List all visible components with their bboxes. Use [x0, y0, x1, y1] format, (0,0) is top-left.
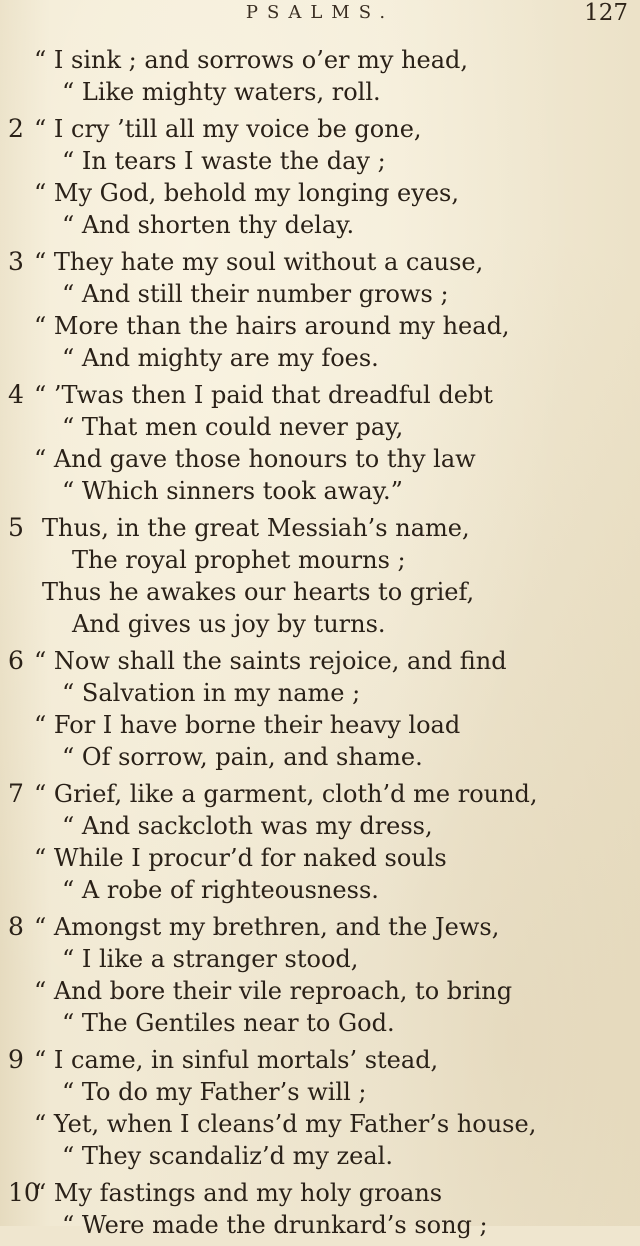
stanza	[0, 44, 640, 108]
verse-line: “ Which sinners took away.”	[62, 477, 403, 505]
stanza	[0, 1044, 640, 1172]
stanza	[0, 512, 640, 640]
verse-line: “ While I procur’d for naked souls	[34, 844, 447, 872]
stanza	[0, 113, 640, 241]
verse-line: “ I cry ’till all my voice be gone,	[34, 115, 422, 143]
verse-line: “ More than the hairs around my head,	[34, 312, 510, 340]
verse-line: “ Now shall the saints rejoice, and find	[34, 647, 507, 675]
stanza	[0, 645, 640, 773]
stanza-number: 7	[8, 779, 24, 808]
stanza-number: 4	[8, 380, 24, 409]
stanza	[0, 1177, 640, 1241]
verse-line: “ And mighty are my foes.	[62, 344, 379, 372]
verse-line: “ I sink ; and sorrows o’er my head,	[34, 46, 469, 74]
verse-line: “ Amongst my brethren, and the Jews,	[34, 913, 500, 941]
verse-line: “ And still their number grows ;	[62, 280, 449, 308]
verse-line: “ And sackcloth was my dress,	[62, 812, 433, 840]
verse-line: “ In tears I waste the day ;	[62, 147, 386, 175]
verse-line: And gives us joy by turns.	[72, 610, 386, 638]
stanza-number: 5	[8, 513, 24, 542]
psalm-text	[0, 44, 640, 1246]
verse-line: “ To do my Father’s will ;	[62, 1078, 367, 1106]
running-head: PSALMS.	[245, 2, 395, 23]
verse-line: “ And gave those honours to thy law	[34, 445, 476, 473]
verse-line: “ ’Twas then I paid that dreadful debt	[34, 381, 493, 409]
verse-line: “ And shorten thy delay.	[62, 211, 355, 239]
verse-line: “ And bore their vile reproach, to bring	[34, 977, 513, 1005]
stanza-number: 2	[8, 114, 24, 143]
verse-line: “ I like a stranger stood,	[62, 945, 359, 973]
stanza	[0, 778, 640, 906]
verse-line: Thus he awakes our hearts to grief,	[42, 578, 475, 606]
verse-line: “ My fastings and my holy groans	[34, 1179, 443, 1207]
verse-line: “ A robe of righteousness.	[62, 876, 379, 904]
verse-line: “ Yet, when I cleans’d my Father’s house,	[34, 1110, 537, 1138]
stanza	[0, 246, 640, 374]
verse-line: Thus, in the great Messiah’s name,	[42, 514, 470, 542]
verse-line: The royal prophet mourns ;	[72, 546, 406, 574]
stanza	[0, 911, 640, 1039]
stanza	[0, 379, 640, 507]
stanza-number: 3	[8, 247, 24, 276]
verse-line: “ Grief, like a garment, cloth’d me round,	[34, 780, 538, 808]
verse-line: “ Were made the drunkard’s song ;	[62, 1211, 488, 1239]
verse-line: “ Salvation in my name ;	[62, 679, 361, 707]
verse-line: “ That men could never pay,	[62, 413, 404, 441]
page-number: 127	[584, 0, 628, 26]
verse-line: “ I came, in sinful mortals’ stead,	[34, 1046, 439, 1074]
stanza-number: 8	[8, 912, 24, 941]
verse-line: “ They scandaliz’d my zeal.	[62, 1142, 393, 1170]
verse-line: “ For I have borne their heavy load	[34, 711, 461, 739]
verse-line: “ Of sorrow, pain, and shame.	[62, 743, 423, 771]
stanza-number: 10	[8, 1178, 40, 1207]
stanza-number: 9	[8, 1045, 24, 1074]
page-header	[0, 0, 640, 26]
verse-line: “ Like mighty waters, roll.	[62, 78, 381, 106]
verse-line: “ My God, behold my longing eyes,	[34, 179, 459, 207]
verse-line: “ The Gentiles near to God.	[62, 1009, 395, 1037]
verse-line: “ They hate my soul without a cause,	[34, 248, 484, 276]
stanza-number: 6	[8, 646, 24, 675]
